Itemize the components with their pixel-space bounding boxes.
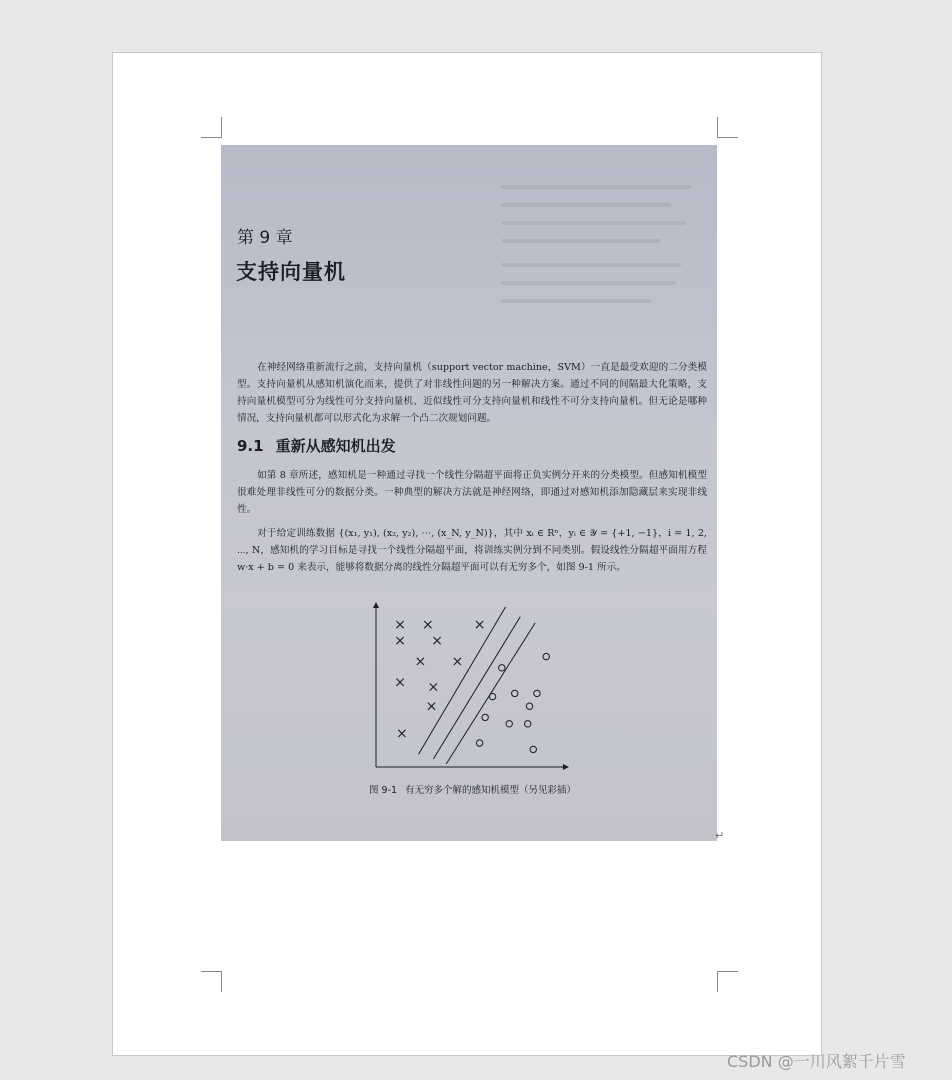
negative-point-3 <box>476 621 483 628</box>
body-paragraph-2-text: 对于给定训练数据 {(x₁, y₁), (x₂, y₂), ⋯, (x_N, y_N)}，其中 xᵢ ∈ Rⁿ，yᵢ ∈ 𝒴 = {+1, −1}，i = 1, 2, ⋯, N，感知机的学习目标是寻找一个线性分隔超平面，将训练实例分到不同类别。假设线性分隔超平面用方程 w·x + b = 0 来表示，能够将数据分离的线性分隔超平面可以有无穷多个，如图 9-1 所示。 <box>237 528 707 573</box>
separating-line-1 <box>419 607 506 754</box>
positive-point-9 <box>525 721 531 727</box>
negative-point-8 <box>396 679 403 686</box>
book-page-photo[interactable] <box>221 145 717 841</box>
section-title: 重新从感知机出发 <box>275 437 396 455</box>
crop-mark-top-right <box>717 117 738 138</box>
bleed-through-text <box>501 281 676 285</box>
positive-point-5 <box>489 693 495 699</box>
negative-point-11 <box>398 730 405 737</box>
crop-mark-top-left <box>201 117 222 138</box>
negative-point-9 <box>430 683 437 690</box>
positive-point-7 <box>482 714 488 720</box>
bleed-through-text <box>501 221 686 225</box>
negative-point-10 <box>428 703 435 710</box>
positive-point-6 <box>526 703 532 709</box>
bleed-through-text <box>501 239 661 243</box>
section-heading <box>237 435 396 456</box>
separating-line-2 <box>433 617 520 759</box>
positive-point-4 <box>534 690 540 696</box>
csdn-watermark: CSDN @一川风絮千片雪 <box>727 1052 906 1071</box>
intro-paragraph <box>237 359 707 427</box>
paragraph-mark: ↵ <box>715 829 725 842</box>
chapter-title: 支持向量机 <box>236 260 346 284</box>
section-number: 9.1 <box>237 437 264 455</box>
negative-point-1 <box>396 621 403 628</box>
positive-point-1 <box>543 653 549 659</box>
positive-point-11 <box>530 746 536 752</box>
body-paragraph-1-text: 如第 8 章所述，感知机是一种通过寻找一个线性分隔超平面将正负实例分开来的分类模型。但感知机模型很难处理非线性可分的数据分类。一种典型的解决方法就是神经网络，即通过对感知机添加隐藏层来实现非线性。 <box>237 470 707 515</box>
document-page <box>112 52 822 1056</box>
crop-mark-bottom-left <box>201 971 222 992</box>
negative-point-7 <box>454 658 461 665</box>
perceptron-figure <box>361 595 571 770</box>
figure-caption <box>369 782 584 796</box>
bleed-through-text <box>501 299 651 303</box>
negative-point-2 <box>424 621 431 628</box>
body-paragraph-1 <box>237 467 707 518</box>
crop-mark-bottom-right <box>717 971 738 992</box>
bleed-through-text <box>501 185 691 189</box>
positive-point-10 <box>476 740 482 746</box>
caption-number: 图 9-1 <box>369 785 398 796</box>
chapter-number: 第 9 章 <box>237 228 293 248</box>
positive-point-8 <box>506 721 512 727</box>
negative-point-6 <box>417 658 424 665</box>
positive-point-2 <box>499 665 505 671</box>
positive-point-3 <box>512 690 518 696</box>
negative-point-4 <box>396 637 403 644</box>
body-paragraph-2 <box>237 525 707 576</box>
bleed-through-text <box>501 203 671 207</box>
caption-text: 有无穷多个解的感知机模型（另见彩插） <box>405 785 577 796</box>
intro-text: 在神经网络重新流行之前，支持向量机（support vector machine，SVM）一直是最受欢迎的二分类模型。支持向量机从感知机演化而来，提供了对非线性问题的另一种解决方案。通过不同的间隔最大化策略，支持向量机模型可分为线性可分支持向量机、近似线性可分支持向量机和线性不可分支持向量机。但无论是哪种情况，支持向量机都可以形式化为求解一个凸二次规划问题。 <box>237 362 707 424</box>
bleed-through-text <box>501 263 681 267</box>
negative-point-5 <box>433 637 440 644</box>
